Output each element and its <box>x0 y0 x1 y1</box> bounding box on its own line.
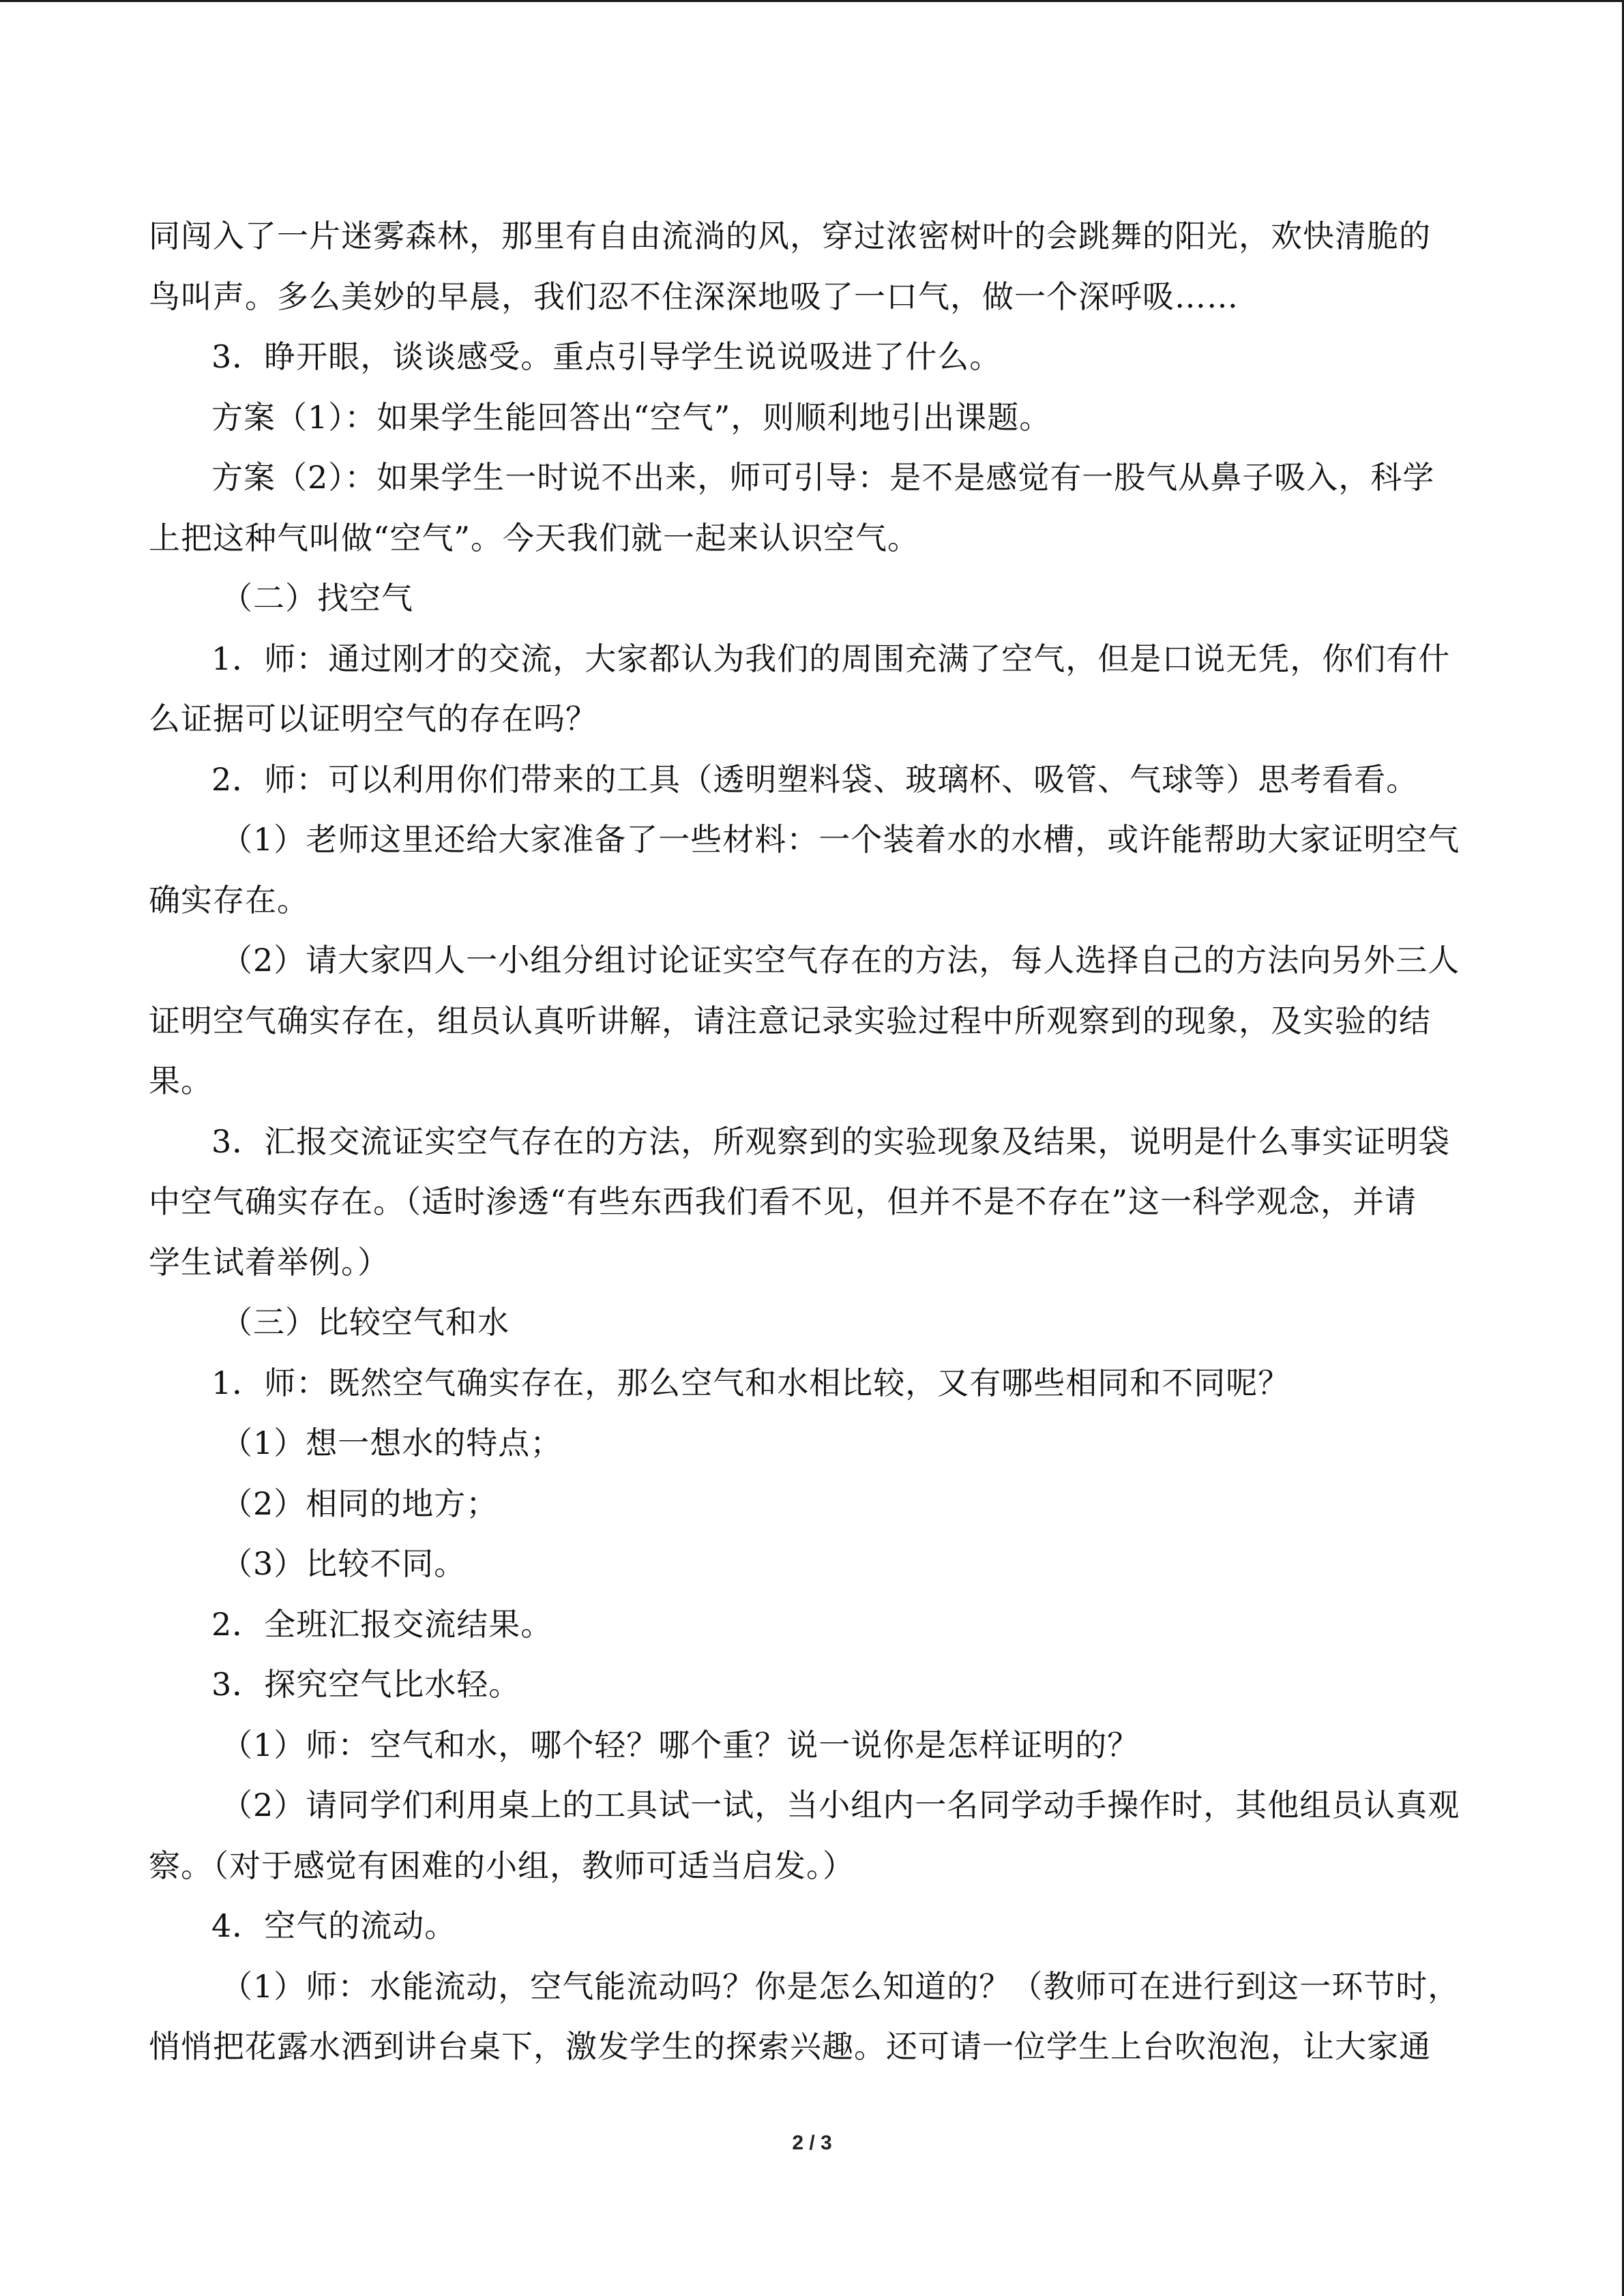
text-line: 2．全班汇报交流结果。 <box>211 1605 553 1643</box>
text-line: 3．汇报交流证实空气存在的方法，所观察到的实验现象及结果，说明是什么事实证明袋 <box>211 1122 1451 1160</box>
text-line: （2）请同学们利用桌上的工具试一试，当小组内一名同学动手操作时，其他组员认真观 <box>221 1787 1460 1823</box>
text-line: 3．睁开眼，谈谈感受。重点引导学生说说吸进了什么。 <box>211 338 1002 375</box>
text-line: 鸟叫声。多么美妙的早晨，我们忍不住深深地吸了一口气，做一个深呼吸…… <box>149 278 1239 315</box>
text-line: 中空气确实存在。（适时渗透“有些东西我们看不见，但并不是不存在”这一科学观念，并请 <box>149 1183 1417 1220</box>
text-line: 方案（2）：如果学生一时说不出来，师可引导：是不是感觉有一股气从鼻子吸入，科学 <box>211 459 1435 496</box>
text-line: 3．探究空气比水轻。 <box>211 1666 521 1703</box>
text-line: 同闯入了一片迷雾森林，那里有自由流淌的风，穿过浓密树叶的会跳舞的阳光，欢快清脆的 <box>149 218 1431 254</box>
text-line: （二）找空气 <box>221 580 413 616</box>
text-line: 上把这种气叫做“空气”。今天我们就一起来认识空气。 <box>149 519 920 556</box>
text-line: 悄悄把花露水洒到讲台桌下，激发学生的探索兴趣。还可请一位学生上台吹泡泡，让大家通 <box>149 2028 1431 2065</box>
text-line: 1．师：通过刚才的交流，大家都认为我们的周围充满了空气，但是口说无凭，你们有什 <box>211 640 1451 677</box>
text-line: 2．师：可以利用你们带来的工具（透明塑料袋、玻璃杯、吸管、气球等）思考看看。 <box>211 760 1419 798</box>
text-line: （1）师：空气和水，哪个轻？哪个重？说一说你是怎样证明的？ <box>221 1726 1140 1763</box>
text-line: 果。 <box>149 1062 213 1099</box>
text-line: （1）师：水能流动，空气能流动吗？你是怎么知道的？（教师可在进行到这一环节时， <box>221 1967 1460 2005</box>
text-line: 方案（1）：如果学生能回答出“空气”，则顺利地引出课题。 <box>211 398 1052 436</box>
text-line: （2）请大家四人一小组分组讨论证实空气存在的方法，每人选择自己的方法向另外三人 <box>221 942 1460 979</box>
text-line: 证明空气确实存在，组员认真听讲解，请注意记录实验过程中所观察到的现象，及实验的结 <box>149 1002 1431 1039</box>
text-line: （3）比较不同。 <box>221 1545 467 1582</box>
page-number: 2 / 3 <box>792 2132 832 2154</box>
text-line: 确实存在。 <box>149 881 309 919</box>
document-body <box>149 206 1475 2077</box>
text-line: （三）比较空气和水 <box>221 1304 510 1341</box>
text-line: （1）想一想水的特点； <box>221 1425 563 1461</box>
page-border-top <box>0 0 1624 2</box>
text-line: 察。（对于感觉有困难的小组，教师可适当启发。） <box>149 1847 855 1884</box>
text-line: （2）相同的地方； <box>221 1485 499 1522</box>
text-line: 4．空气的流动。 <box>211 1907 457 1944</box>
text-line: 学生试着举例。） <box>149 1243 389 1281</box>
text-line: 么证据可以证明空气的存在吗？ <box>149 700 597 737</box>
text-line: （1）老师这里还给大家准备了一些材料：一个装着水的水槽，或许能帮助大家证明空气 <box>221 821 1460 858</box>
text-line: 1．师：既然空气确实存在，那么空气和水相比较，又有哪些相同和不同呢？ <box>211 1364 1290 1401</box>
